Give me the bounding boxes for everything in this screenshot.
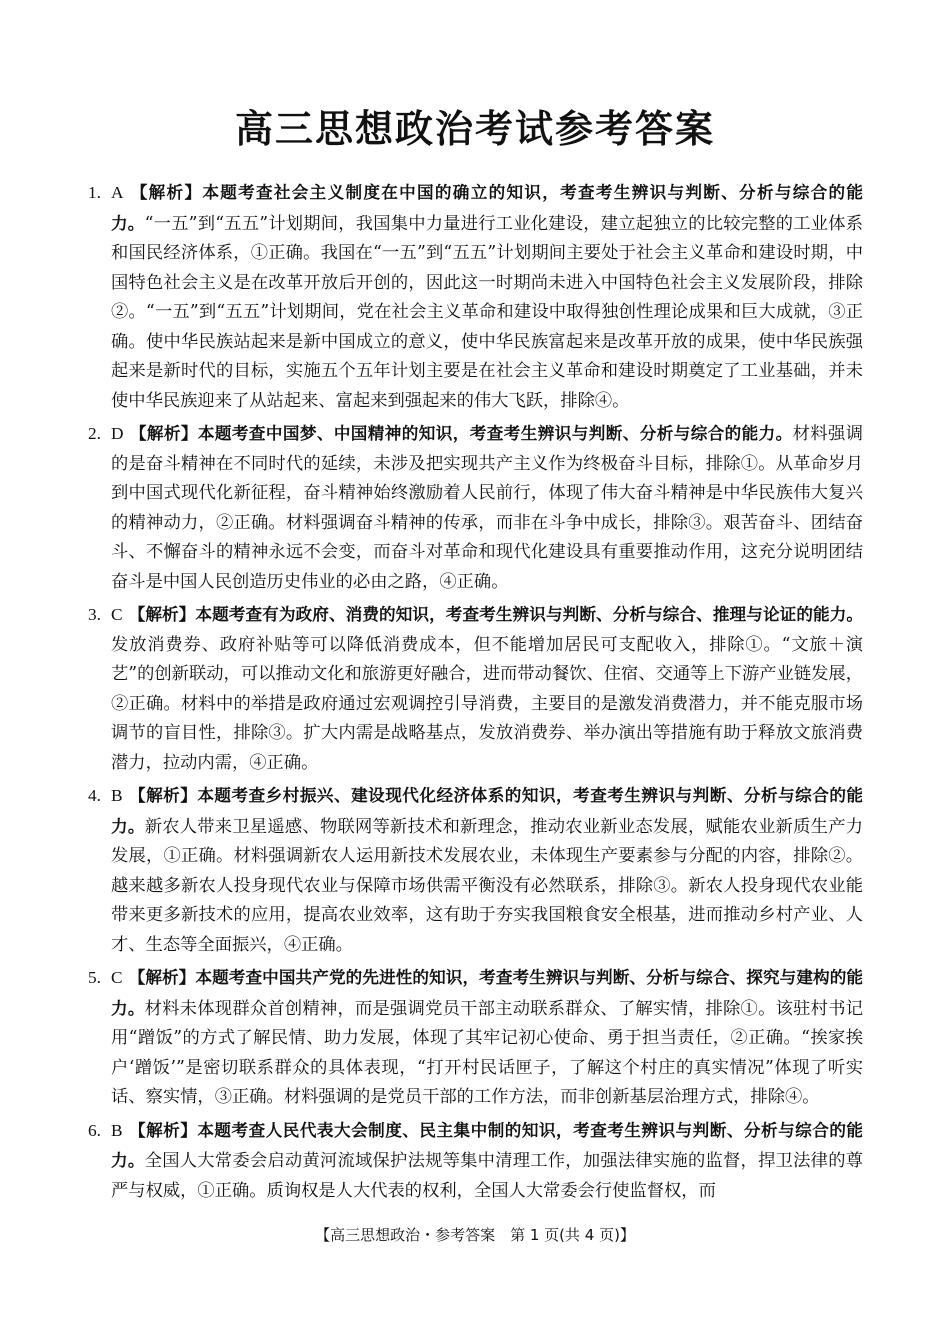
page-footer: 【高三思想政治・参考答案 第 1 页(共 4 页)】: [315, 1226, 635, 1244]
item-analysis-body: 全国人大常委会启动黄河流域保护法规等集中清理工作，加强法律实施的监督，捍卫法律的尊严与权威，①正确。质询权是人大代表的权利，全国人大常委会行使监督权，而: [111, 1151, 863, 1201]
item-analysis-body: 材料未体现群众首创精神，而是强调党员干部主动联系群众、了解实情，排除①。该驻村书记用“蹭饭”的方式了解民情、助力发展，体现了其牢记初心使命、勇于担当责任，②正确。“挨家挨户‘蹭饭’”是密切联系群众的具体表现，“打开村民话匣子，了解这个村庄的真实情况”体现了听实话、察实情，③正确。材料强调的是党员干部的工作方法，而非创新基层治理方式，排除④。: [111, 998, 863, 1107]
answer-item-4: [88, 781, 863, 960]
item-answer: B: [111, 786, 123, 805]
page-title: 高三思想政治考试参考答案: [234, 107, 715, 151]
item-answer: B: [111, 1120, 123, 1140]
item-number: 5.: [88, 968, 101, 987]
item-number: 6.: [88, 1120, 101, 1140]
item-number: 3.: [88, 605, 101, 624]
answer-item-3: [88, 600, 863, 778]
item-analysis-body: 新农人带来卫星遥感、物联网等新技术和新理念，推动农业新业态发展，赋能农业新质生产力发展，①正确。材料强调新农人运用新技术发展农业，未体现生产要素参与分配的内容，排除②。越来越多新农人投身现代农业与保障市场供需平衡没有必然联系，排除③。新农人投身现代农业能带来更多新技术的应用，提高农业效率，这有助于夯实我国粮食安全根基，进而推动乡村产业、人才、生态等全面振兴，④正确。: [111, 816, 863, 955]
item-analysis-body: “一五”到“五五”计划期间，我国集中力量进行工业化建设，建立起独立的比较完整的工业体系和国民经济体系，①正确。我国在“一五”到“五五”计划期间主要处于社会主义革命和建设时期，中国特色社会主义是在改革开放后开创的，因此这一时期尚未进入中国特色社会主义发展阶段，排除②。“一五”到“五五”计划期间，党在社会主义革命和建设中取得独创性理论成果和巨大成就，③正确。使中华民族站起来是新中国成立的意义，使中华民族富起来是改革开放的成果，使中华民族强起来是新时代的目标，实施五个五年计划主要是在社会主义革命和建设时期奠定了工业基础，并未使中华民族迎来了从站起来、富起来到强起来的伟大飞跃，排除④。: [111, 213, 864, 411]
answer-item-6: [88, 1116, 863, 1207]
item-analysis-lead: 【解析】本题考查有为政府、消费的知识，考查考生辨识与判断、分析与综合、推理与论证的能力。: [128, 605, 863, 624]
item-analysis-lead: 【解析】本题考查乡村振兴、建设现代化经济体系的知识，考查考生辨识与判断、分析与综合的能力。: [111, 786, 863, 836]
item-analysis-lead: 【解析】本题考查人民代表大会制度、民主集中制的知识，考查考生辨识与判断、分析与综合的能力。: [111, 1120, 863, 1170]
item-answer: C: [111, 968, 123, 987]
item-answer: C: [111, 605, 123, 624]
item-analysis-body: 发放消费券、政府补贴等可以降低消费成本，但不能增加居民可支配收入，排除①。“文旅＋演艺”的创新联动，可以推动文化和旅游更好融合，进而带动餐饮、住宿、交通等上下游产业链发展，②正确。材料中的举措是政府通过宏观调控引导消费，主要目的是激发消费潜力，并不能克服市场调节的盲目性，排除③。扩大内需是战略基点，发放消费券、举办演出等措施有助于释放文旅消费潜力，拉动内需，④正确。: [111, 634, 863, 773]
item-analysis-lead: 【解析】本题考查社会主义制度在中国的确立的知识，考查考生辨识与判断、分析与综合的能力。: [111, 183, 863, 233]
item-analysis-body: 材料强调的是奋斗精神在不同时代的延续，未涉及把实现共产主义作为终极奋斗目标，排除①。从革命岁月到中国式现代化新征程，奋斗精神始终激励着人民前行，体现了伟大奋斗精神是中华民族伟大复兴的精神动力，②正确。材料强调奋斗精神的传承，而非在斗争中成长，排除③。艰苦奋斗、团结奋斗、不懈奋斗的精神永远不会变，而奋斗对革命和现代化建设具有重要推动作用，这充分说明团结奋斗是中国人民创造历史伟业的必由之路，④正确。: [111, 424, 863, 592]
item-answer: A: [111, 183, 124, 202]
item-number: 2.: [88, 424, 101, 443]
answer-item-5: [88, 963, 863, 1113]
answer-item-1: [88, 178, 863, 416]
item-answer: D: [111, 424, 124, 443]
item-analysis-lead: 【解析】本题考查中国梦、中国精神的知识，考查考生辨识与判断、分析与综合的能力。: [129, 424, 793, 443]
item-number: 1.: [88, 183, 101, 202]
item-number: 4.: [88, 786, 101, 805]
item-analysis-lead: 【解析】本题考查中国共产党的先进性的知识，考查考生辨识与判断、分析与综合、探究与建构的能力。: [111, 968, 863, 1018]
answer-list: [88, 178, 863, 1209]
answer-item-2: [88, 419, 863, 597]
